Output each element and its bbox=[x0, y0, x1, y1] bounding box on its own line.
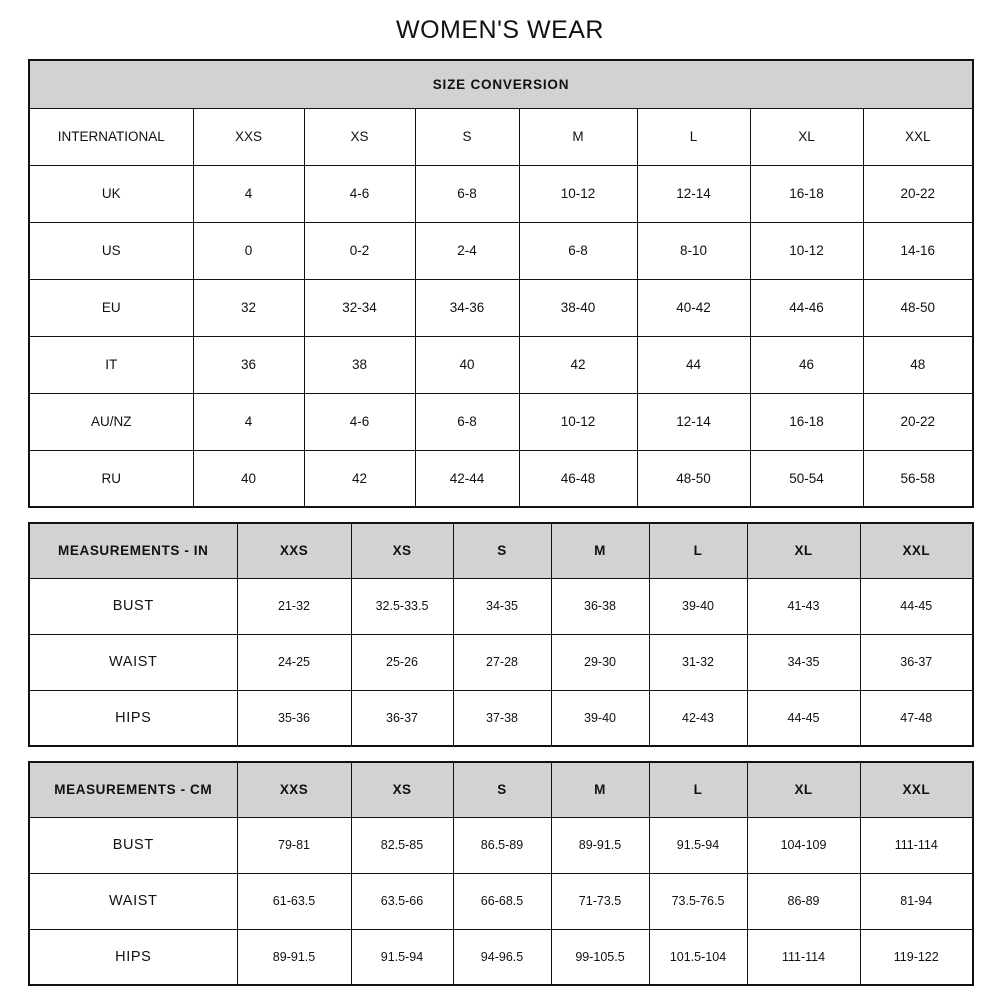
cell: 32 bbox=[193, 279, 304, 336]
column-header-s: S bbox=[415, 108, 519, 165]
cell: 16-18 bbox=[750, 165, 863, 222]
size-conversion-banner-row bbox=[29, 60, 973, 108]
cell: 73.5-76.5 bbox=[649, 873, 747, 929]
cell: 27-28 bbox=[453, 634, 551, 690]
column-header-s: S bbox=[453, 523, 551, 578]
cell: 44 bbox=[637, 336, 750, 393]
cell: 91.5-94 bbox=[351, 929, 453, 985]
cell: 6-8 bbox=[415, 393, 519, 450]
cell: 36 bbox=[193, 336, 304, 393]
column-header-xs: XS bbox=[351, 762, 453, 817]
column-header-international: INTERNATIONAL bbox=[29, 108, 193, 165]
cell: 32-34 bbox=[304, 279, 415, 336]
table-row bbox=[29, 873, 973, 929]
cell: 99-105.5 bbox=[551, 929, 649, 985]
cell: 48 bbox=[863, 336, 973, 393]
cell: 20-22 bbox=[863, 393, 973, 450]
column-header-m: M bbox=[551, 523, 649, 578]
cell: 50-54 bbox=[750, 450, 863, 507]
cell: 10-12 bbox=[519, 393, 637, 450]
row-label: WAIST bbox=[29, 873, 237, 929]
table-row bbox=[29, 279, 973, 336]
cell: 63.5-66 bbox=[351, 873, 453, 929]
row-label: US bbox=[29, 222, 193, 279]
cell: 82.5-85 bbox=[351, 817, 453, 873]
page-title: WOMEN'S WEAR bbox=[396, 16, 604, 44]
cell: 86.5-89 bbox=[453, 817, 551, 873]
cell: 48-50 bbox=[637, 450, 750, 507]
cell: 40-42 bbox=[637, 279, 750, 336]
cell: 111-114 bbox=[747, 929, 860, 985]
column-header-l: L bbox=[637, 108, 750, 165]
measurements-cm-table bbox=[28, 761, 974, 986]
table-row bbox=[29, 690, 973, 746]
row-label: WAIST bbox=[29, 634, 237, 690]
cell: 119-122 bbox=[860, 929, 973, 985]
cell: 48-50 bbox=[863, 279, 973, 336]
cell: 101.5-104 bbox=[649, 929, 747, 985]
cell: 4 bbox=[193, 165, 304, 222]
cell: 12-14 bbox=[637, 165, 750, 222]
cell: 94-96.5 bbox=[453, 929, 551, 985]
cell: 86-89 bbox=[747, 873, 860, 929]
cell: 46 bbox=[750, 336, 863, 393]
cell: 39-40 bbox=[551, 690, 649, 746]
cell: 71-73.5 bbox=[551, 873, 649, 929]
cell: 21-32 bbox=[237, 578, 351, 634]
cell: 4-6 bbox=[304, 393, 415, 450]
cell: 89-91.5 bbox=[551, 817, 649, 873]
table-row bbox=[29, 222, 973, 279]
cell: 4-6 bbox=[304, 165, 415, 222]
measurements-in-header-row bbox=[29, 523, 973, 578]
cell: 4 bbox=[193, 393, 304, 450]
column-header-m: M bbox=[519, 108, 637, 165]
measurements-in-table bbox=[28, 522, 974, 747]
column-header-l: L bbox=[649, 523, 747, 578]
cell: 42-44 bbox=[415, 450, 519, 507]
column-header-s: S bbox=[453, 762, 551, 817]
table-row bbox=[29, 578, 973, 634]
cell: 35-36 bbox=[237, 690, 351, 746]
cell: 104-109 bbox=[747, 817, 860, 873]
cell: 10-12 bbox=[519, 165, 637, 222]
cell: 36-38 bbox=[551, 578, 649, 634]
cell: 34-36 bbox=[415, 279, 519, 336]
cell: 36-37 bbox=[860, 634, 973, 690]
column-header-xxs: XXS bbox=[237, 762, 351, 817]
cell: 37-38 bbox=[453, 690, 551, 746]
table-row bbox=[29, 929, 973, 985]
cell: 39-40 bbox=[649, 578, 747, 634]
cell: 44-45 bbox=[860, 578, 973, 634]
cell: 66-68.5 bbox=[453, 873, 551, 929]
column-header-xxl: XXL bbox=[863, 108, 973, 165]
cell: 29-30 bbox=[551, 634, 649, 690]
cell: 81-94 bbox=[860, 873, 973, 929]
cell: 12-14 bbox=[637, 393, 750, 450]
column-header-measurements-in: MEASUREMENTS - IN bbox=[29, 523, 237, 578]
cell: 46-48 bbox=[519, 450, 637, 507]
cell: 40 bbox=[415, 336, 519, 393]
cell: 42 bbox=[304, 450, 415, 507]
column-header-xs: XS bbox=[304, 108, 415, 165]
cell: 111-114 bbox=[860, 817, 973, 873]
cell: 38 bbox=[304, 336, 415, 393]
cell: 0 bbox=[193, 222, 304, 279]
column-header-measurements-cm: MEASUREMENTS - CM bbox=[29, 762, 237, 817]
column-header-xxl: XXL bbox=[860, 523, 973, 578]
cell: 31-32 bbox=[649, 634, 747, 690]
cell: 44-46 bbox=[750, 279, 863, 336]
cell: 61-63.5 bbox=[237, 873, 351, 929]
column-header-m: M bbox=[551, 762, 649, 817]
size-conversion-table bbox=[28, 59, 974, 508]
cell: 8-10 bbox=[637, 222, 750, 279]
table-row bbox=[29, 450, 973, 507]
cell: 91.5-94 bbox=[649, 817, 747, 873]
row-label: AU/NZ bbox=[29, 393, 193, 450]
cell: 34-35 bbox=[453, 578, 551, 634]
cell: 89-91.5 bbox=[237, 929, 351, 985]
row-label: BUST bbox=[29, 817, 237, 873]
cell: 10-12 bbox=[750, 222, 863, 279]
cell: 20-22 bbox=[863, 165, 973, 222]
table-row bbox=[29, 817, 973, 873]
cell: 0-2 bbox=[304, 222, 415, 279]
cell: 79-81 bbox=[237, 817, 351, 873]
column-header-l: L bbox=[649, 762, 747, 817]
cell: 47-48 bbox=[860, 690, 973, 746]
table-row bbox=[29, 634, 973, 690]
cell: 16-18 bbox=[750, 393, 863, 450]
row-label: IT bbox=[29, 336, 193, 393]
cell: 40 bbox=[193, 450, 304, 507]
column-header-xxl: XXL bbox=[860, 762, 973, 817]
cell: 25-26 bbox=[351, 634, 453, 690]
cell: 6-8 bbox=[415, 165, 519, 222]
column-header-xl: XL bbox=[750, 108, 863, 165]
cell: 42-43 bbox=[649, 690, 747, 746]
column-header-xl: XL bbox=[747, 523, 860, 578]
table-row bbox=[29, 165, 973, 222]
row-label: BUST bbox=[29, 578, 237, 634]
measurements-cm-header-row bbox=[29, 762, 973, 817]
cell: 34-35 bbox=[747, 634, 860, 690]
cell: 14-16 bbox=[863, 222, 973, 279]
size-conversion-header-row bbox=[29, 108, 973, 165]
column-header-xxs: XXS bbox=[237, 523, 351, 578]
cell: 2-4 bbox=[415, 222, 519, 279]
size-conversion-banner: SIZE CONVERSION bbox=[29, 60, 973, 108]
cell: 6-8 bbox=[519, 222, 637, 279]
cell: 41-43 bbox=[747, 578, 860, 634]
table-row bbox=[29, 336, 973, 393]
cell: 42 bbox=[519, 336, 637, 393]
column-header-xl: XL bbox=[747, 762, 860, 817]
row-label: EU bbox=[29, 279, 193, 336]
column-header-xs: XS bbox=[351, 523, 453, 578]
row-label: HIPS bbox=[29, 929, 237, 985]
cell: 36-37 bbox=[351, 690, 453, 746]
row-label: HIPS bbox=[29, 690, 237, 746]
row-label: UK bbox=[29, 165, 193, 222]
table-row bbox=[29, 393, 973, 450]
cell: 56-58 bbox=[863, 450, 973, 507]
cell: 38-40 bbox=[519, 279, 637, 336]
cell: 32.5-33.5 bbox=[351, 578, 453, 634]
cell: 44-45 bbox=[747, 690, 860, 746]
cell: 24-25 bbox=[237, 634, 351, 690]
row-label: RU bbox=[29, 450, 193, 507]
column-header-xxs: XXS bbox=[193, 108, 304, 165]
